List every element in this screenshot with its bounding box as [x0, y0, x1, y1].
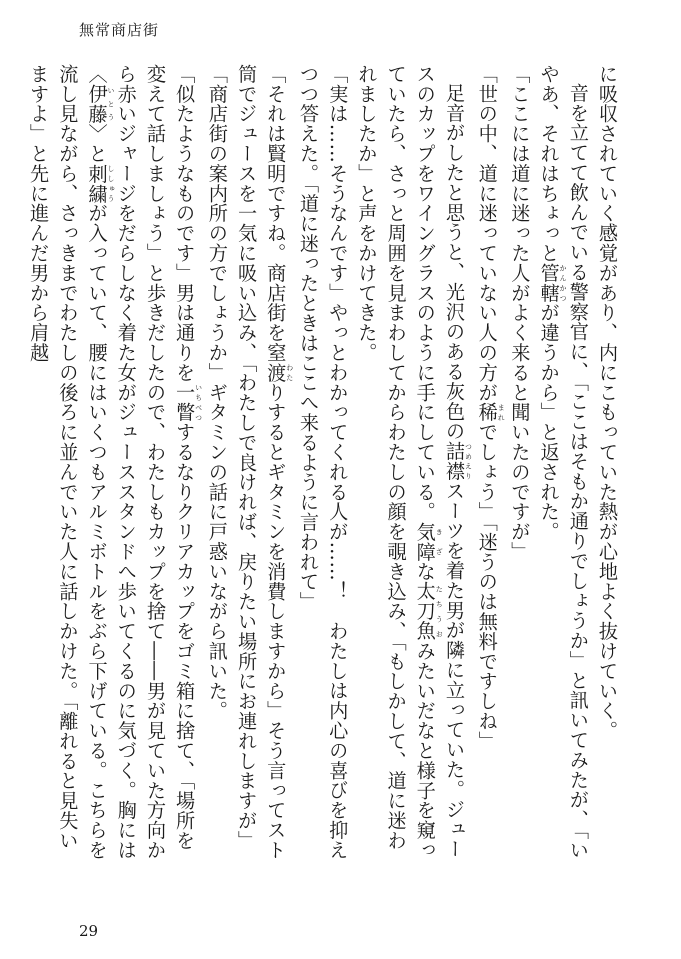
- running-header: 無常商店街: [79, 21, 160, 39]
- paragraph-2: 音を立てて飲んでいる警察官に、「ここはそもか通りでしょうか」と訊いてみたが、「いやあ、それはちょっと管轄かんかつが違うから」と返された。: [537, 64, 590, 860]
- paragraph-7: 「それは賢明ですね。商店街を窒渡わたりするとギタミンを消費しますから」そう言ってスト筒でジュースを一気に吸い込み、「わたしで良ければ、戻りたい場所にお連れしますが」: [235, 64, 294, 861]
- ruby-annotation: 伊藤いとう: [85, 83, 116, 124]
- paragraph-9: 「似たようなものです」男は通りを一瞥いちべつするなりクリアカップをゴミ箱に捨て、「場所を変えて話しましょう」と歩きだしたので、わたしもカップを捨て――男が見ていた方向から赤いジャージをだらしなく着た女がジューススタンドへ歩いてくるのに気づく。胸には〈伊藤いとう〉と刺繍ししゅうが入っていて、腰にはいくつもアルミボトルをぶら下げている。こちらを流し見ながら、さっきまでわたしの後ろに並んでいた人に話しかけた。「離れると見失いますよ」と先に進んだ男から肩越: [27, 64, 203, 861]
- paragraph-3: 「ここには道に迷った人がよく来ると聞いたのですが」: [508, 64, 532, 562]
- ruby-annotation: 太刀魚たちうお: [413, 581, 444, 642]
- paragraph-4: 「世の中、道に迷っていない人の方が稀まれでしょう」「迷うのは無料ですしね」: [475, 64, 506, 751]
- ruby-annotation: 管轄かんかつ: [537, 263, 568, 303]
- paragraph-8: 「商店街の案内所の方でしょうか」ギタミンの話に戸惑いながら訊いた。: [205, 64, 229, 721]
- ruby-annotation: 一瞥いちべつ: [173, 382, 203, 423]
- ruby-annotation: 刺繍ししゅう: [85, 163, 116, 204]
- ruby-annotation: 気障きざ: [413, 521, 444, 562]
- ruby-annotation: 稀まれ: [475, 402, 506, 423]
- ruby-annotation: 渡わた: [264, 362, 294, 383]
- page-number: 29: [79, 922, 99, 940]
- ruby-annotation: 詰襟つめえり: [442, 441, 473, 482]
- body-text-vertical: [27, 64, 622, 864]
- paragraph-6: 「実は……そうなんです」やっとわかってくれる人が……！ わたしは内心の喜びを抑えつつ答えた。「道に迷ったときはここへ来るように言われて」: [296, 64, 350, 860]
- paragraph-5: 足音がしたと思うと、光沢のある灰色の詰襟つめえりスーツを着た男が隣に立っていた。ジュースのカップをワイングラスのように手にしている。気障きざな太刀魚たちうおみたいだなと様子を窺っていたら、さっと周囲を見まわしてからわたしの顔を覗き込み、「もしかして、道に迷われましたか」と声をかけてきた。: [355, 64, 473, 861]
- paragraph-1: に吸収されていく感覚があり、内にこもっていた熱が心地よく抜けていく。: [596, 64, 619, 741]
